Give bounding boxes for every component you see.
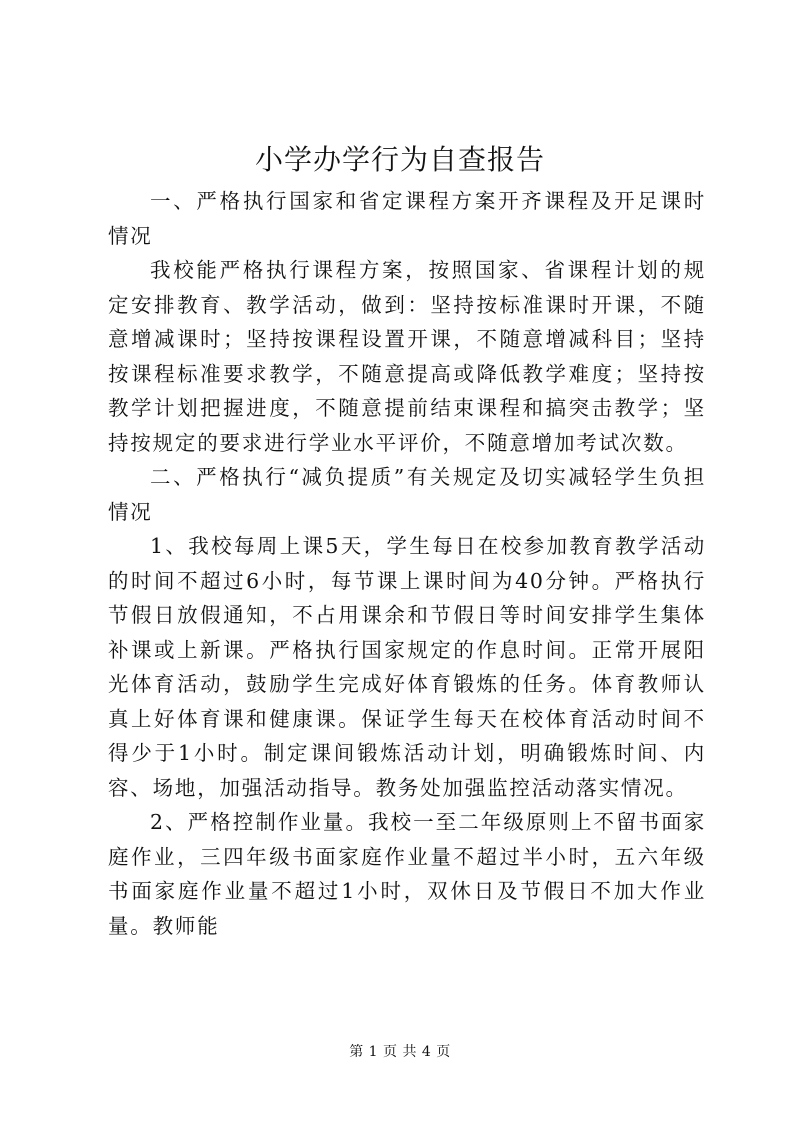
paragraph-homework: 2、严格控制作业量。我校一至二年级原则上不留书面家庭作业，三四年级书面家庭作业量不超过半小时，五六年级书面家庭作业量不超过1小时，双休日及节假日不加大作业量。教师能: [108, 810, 706, 938]
document-title: 小学办学行为自查报告: [254, 143, 545, 176]
section-heading-2: 二、严格执行“减负提质”有关规定及切实减轻学生负担情况: [108, 465, 706, 524]
page-number-footer: 第 1 页 共 4 页: [349, 1044, 451, 1060]
paragraph-schedule: 1、我校每周上课5天，学生每日在校参加教育教学活动的时间不超过6小时，每节课上课时间为40分钟。严格执行节假日放假通知，不占用课余和节假日等时间安排学生集体补课或上新课。严格执行国家规定的作息时间。正常开展阳光体育活动，鼓励学生完成好体育锻炼的任务。体育教师认真上好体育课和健康课。保证学生每天在校体育活动时间不得少于1小时。制定课间锻炼活动计划，明确锻炼时间、内容、场地，加强活动指导。教务处加强监控活动落实情况。: [108, 534, 706, 800]
paragraph-curriculum: 我校能严格执行课程方案，按照国家、省课程计划的规定安排教育、教学活动，做到：坚持按标准课时开课，不随意增减课时；坚持按课程设置开课，不随意增减科目；坚持按课程标准要求教学，不随意提高或降低教学难度；坚持按教学计划把握进度，不随意提前结束课程和搞突击教学；坚持按规定的要求进行学业水平评价，不随意增加考试次数。: [108, 258, 706, 455]
section-heading-1: 一、严格执行国家和省定课程方案开齐课程及开足课时情况: [108, 189, 706, 248]
document-body: [108, 184, 706, 943]
